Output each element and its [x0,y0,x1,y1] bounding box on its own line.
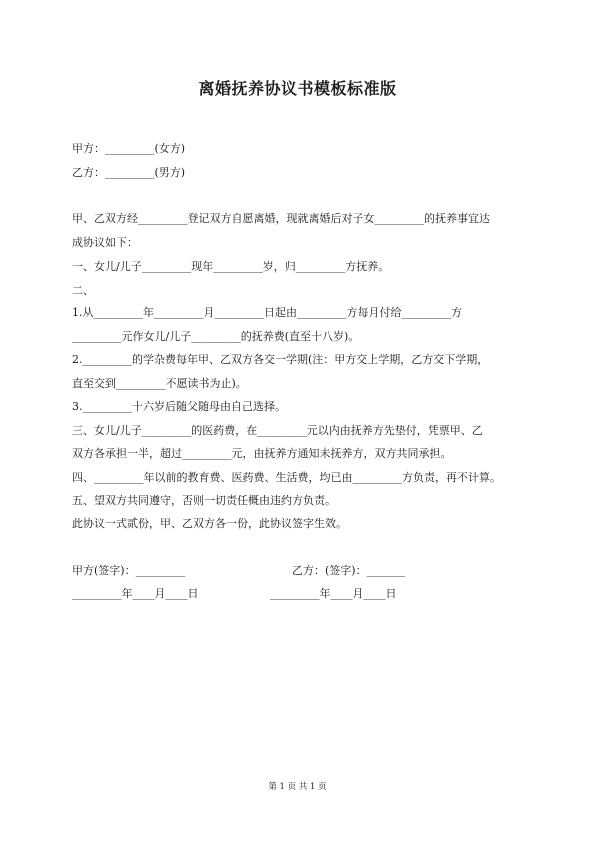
date-party-a: _________年____月____日 [72,587,199,600]
clause-2-item-2-line-1: 2._________的学杂费每年甲、乙双方各交一学期(注：甲方交上学期，乙方交下学期， [72,353,489,366]
clause-2-item-1-line-1: 1.从_________年_________月_________日起由_________方每月付给_________方 [72,306,462,319]
page-number-footer: 第 1 页 共 1 页 [268,782,327,792]
signature-party-b: 乙方：(签字)：_______ [292,564,406,577]
intro-line-1: 甲、乙双方经_________登记双方自愿离婚，现就离婚后对子女_________的抚养事宜达 [72,212,490,225]
clause-2-heading: 二、 [72,284,94,297]
date-party-b: _________年____月____日 [270,587,397,600]
signature-party-a: 甲方(签字)：_________ [72,564,186,577]
clause-1: 一、女儿/儿子_________现年_________岁，归_________方抚养。 [72,260,390,273]
document-title: 离婚抚养协议书模板标准版 [198,79,397,98]
party-a-line: 甲方：_________(女方) [72,142,186,155]
clause-2-item-1-line-2: _________元作女儿/儿子_________的抚养费(直至十八岁)。 [72,330,360,343]
closing-line: 此协议一式贰份，甲、乙双方各一份，此协议签字生效。 [72,517,347,530]
clause-3-line-1: 三、女儿/儿子_________的医药费，在_________元以内由抚养方先垫付，凭票甲、乙 [72,424,483,437]
intro-line-2: 成协议如下： [72,236,138,249]
clause-3-line-2: 双方各承担一半，超过_________元，由抚养方通知未抚养方，双方共同承担。 [72,447,452,460]
party-b-line: 乙方：_________(男方) [72,166,186,179]
clause-5: 五、望双方共同遵守，否则一切责任概由违约方负责。 [72,494,336,507]
clause-2-item-3: 3._________十六岁后随父随母由自己选择。 [72,400,286,413]
clause-4: 四、_________年以前的教育费、医药费、生活费，均已由_________方负责，再不计算。 [72,471,501,484]
clause-2-item-2-line-2: 直至交到_________不愿读书为止)。 [72,377,247,390]
